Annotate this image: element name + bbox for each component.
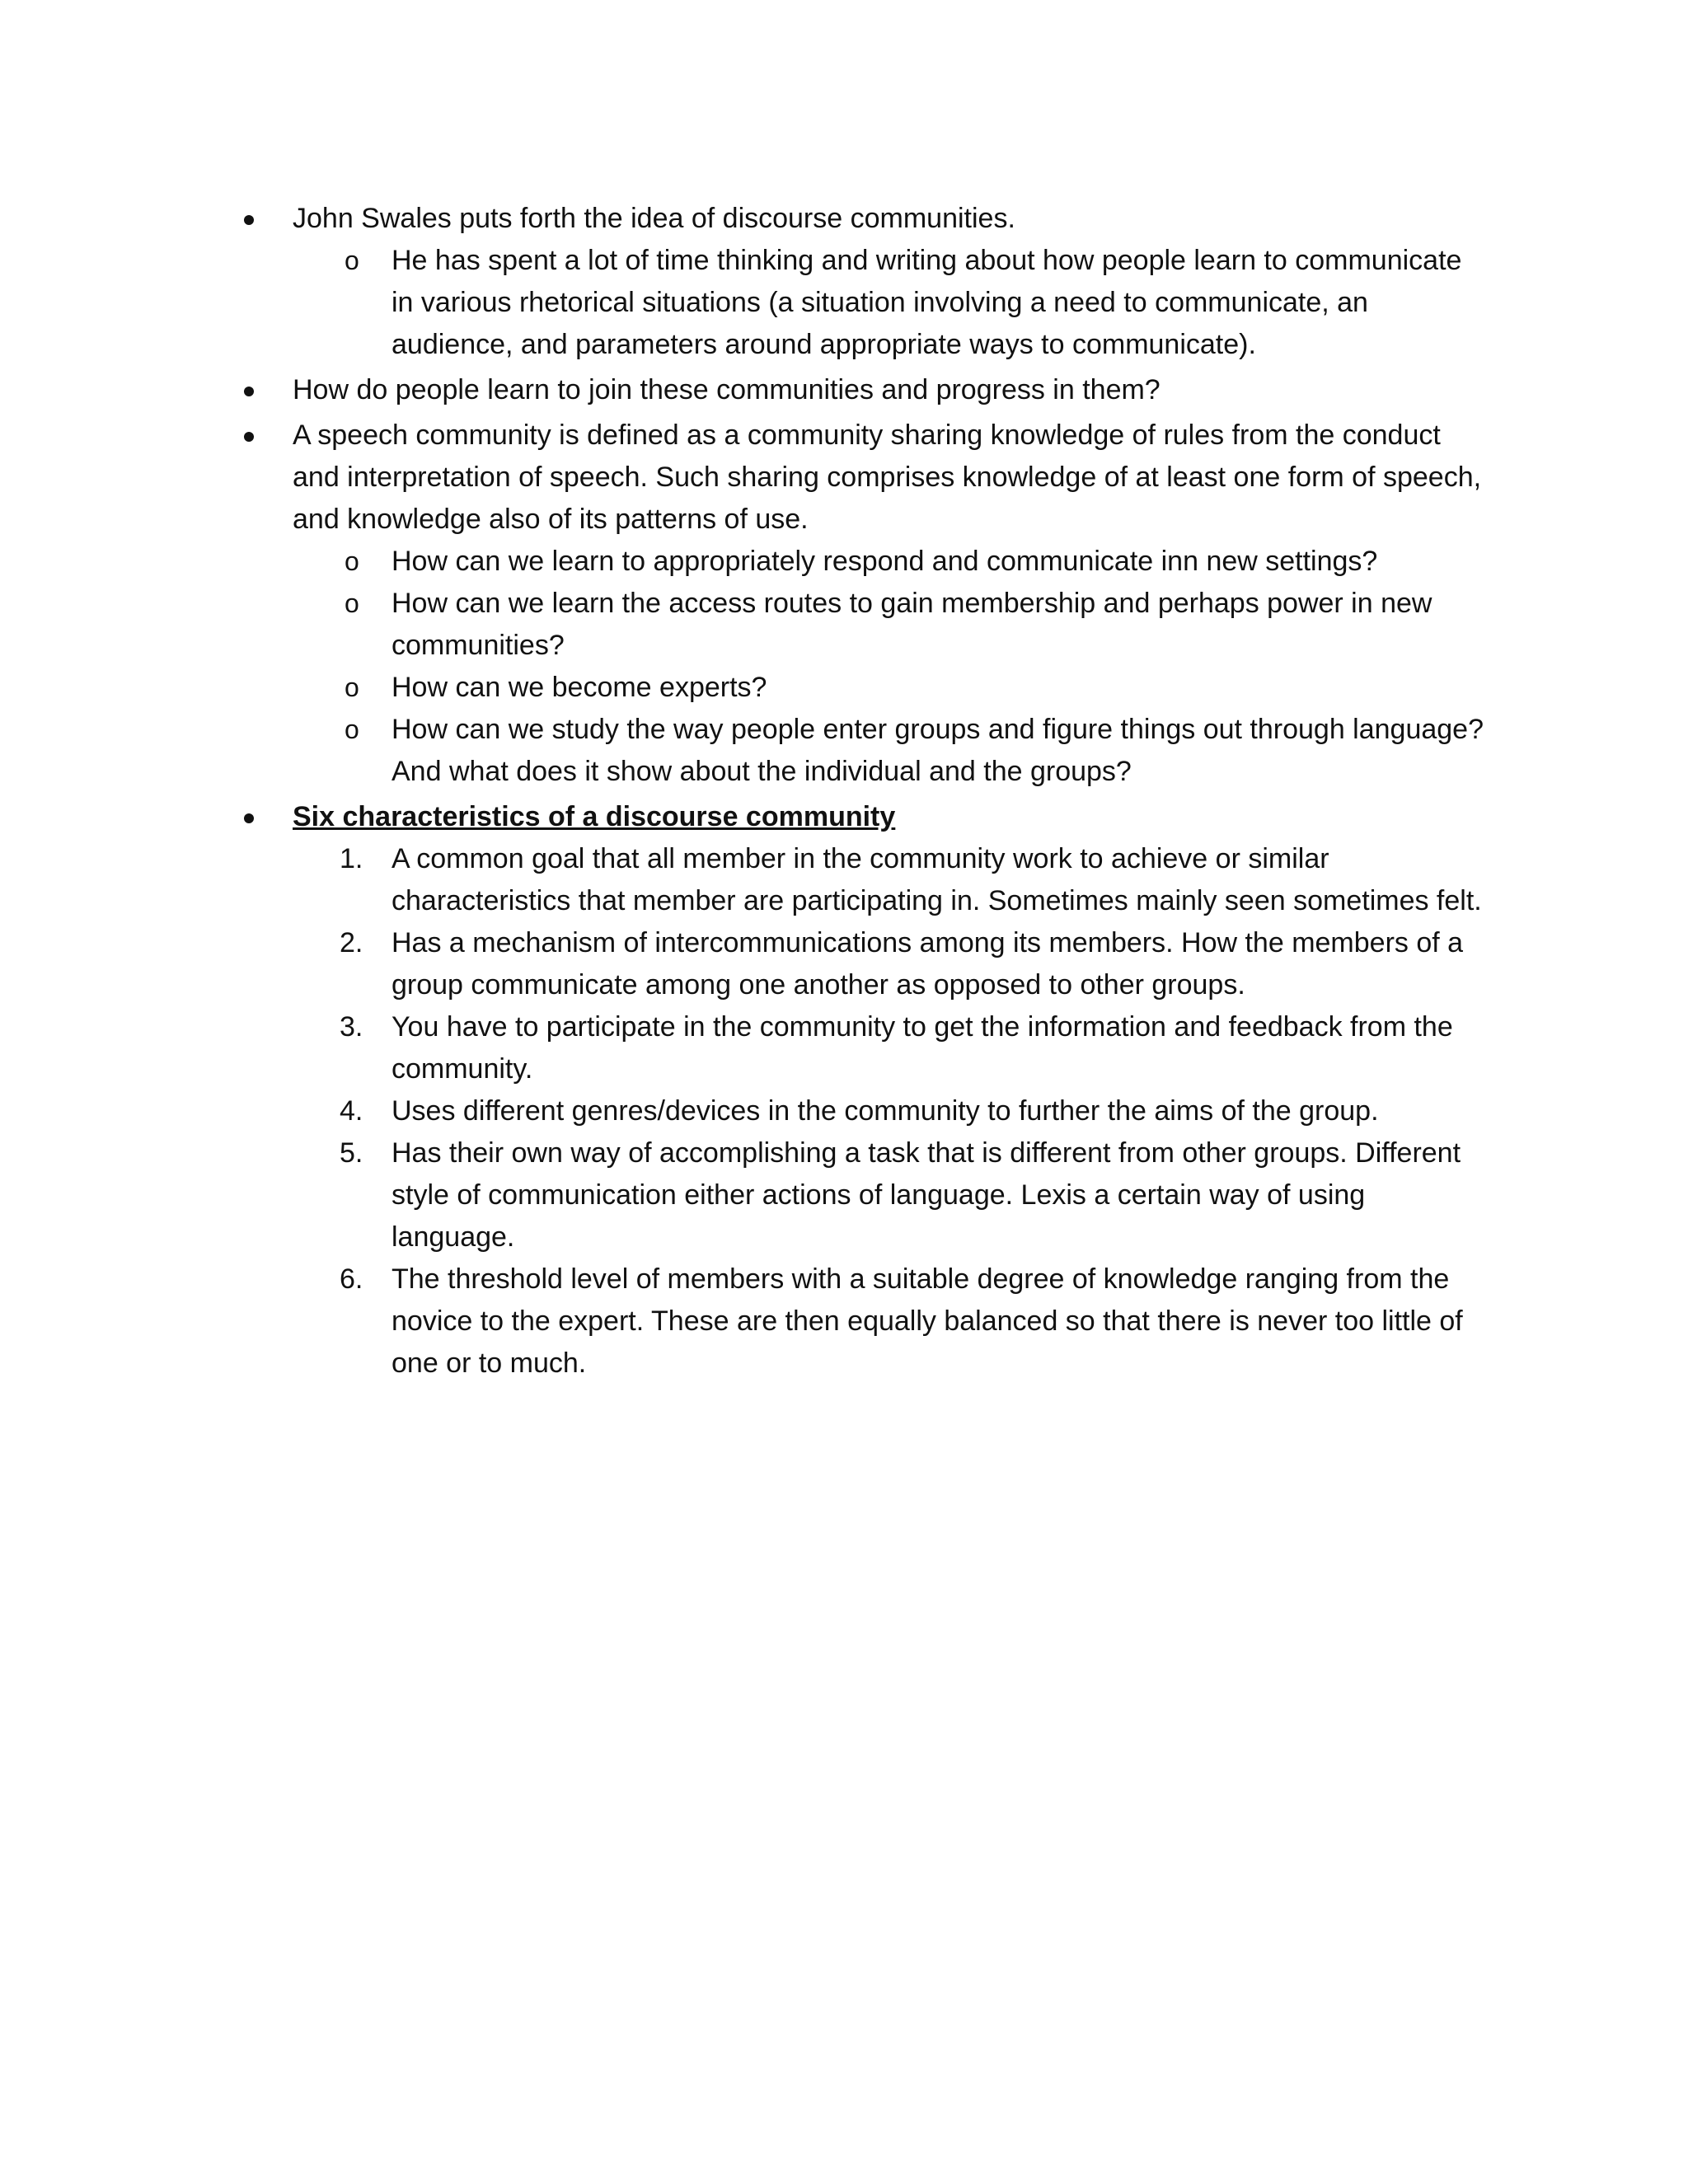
sub-item-text: How can we learn to appropriately respond and communicate inn new settings?: [392, 546, 1378, 577]
list-number: 6.: [340, 1263, 363, 1295]
numbered-item: [239, 1090, 1484, 1132]
numbered-item-text: A common goal that all member in the community work to achieve or similar characteristics that member are participating in. Sometimes mainly seen sometimes felt.: [392, 843, 1482, 916]
numbered-item-text: Has their own way of accomplishing a task that is different from other groups. Different style of communication either actions of language. Lexis a certain way of using language.: [392, 1137, 1461, 1253]
sub-item-text: How can we learn the access routes to gain membership and perhaps power in new communities?: [392, 588, 1432, 661]
hollow-circle-bullet-icon: o: [345, 546, 359, 576]
numbered-item-text: Has a mechanism of intercommunications among its members. How the members of a group communicate among one another as opposed to other groups.: [392, 927, 1464, 1001]
hollow-circle-bullet-icon: o: [345, 246, 359, 275]
sub-item-question: [239, 667, 1484, 709]
list-number: 3.: [340, 1011, 363, 1043]
bullet-item-join-question: [239, 369, 1484, 411]
list-number: 1.: [340, 843, 363, 874]
bullet-text: John Swales puts forth the idea of discourse communities.: [293, 203, 1015, 234]
sub-item-text: He has spent a lot of time thinking and writing about how people learn to communicate in various rhetorical situations (a situation involving a need to communicate, an audience, and parameters around appropriate ways to communicate).: [392, 245, 1462, 360]
numbered-item: [239, 1006, 1484, 1090]
sub-item-text: How can we study the way people enter groups and figure things out through language? And what does it show about the individual and the groups?: [392, 714, 1484, 787]
bullet-item-swales: [239, 198, 1484, 240]
bullet-text: How do people learn to join these communities and progress in them?: [293, 374, 1160, 405]
hollow-circle-bullet-icon: o: [345, 673, 359, 702]
numbered-item: [239, 922, 1484, 1006]
section-heading: Six characteristics of a discourse community: [293, 801, 896, 832]
sub-item-text: How can we become experts?: [392, 672, 767, 703]
list-number: 4.: [340, 1095, 363, 1127]
numbered-item-text: Uses different genres/devices in the community to further the aims of the group.: [392, 1095, 1379, 1127]
hollow-circle-bullet-icon: o: [345, 715, 359, 744]
bullet-item-speech-community: [239, 415, 1484, 541]
numbered-item: [239, 838, 1484, 922]
sub-item-swales-detail: [239, 240, 1484, 366]
sub-item-question: [239, 541, 1484, 583]
document-body: [239, 198, 1484, 1385]
numbered-item: [239, 1132, 1484, 1258]
list-number: 2.: [340, 927, 363, 958]
numbered-item-text: The threshold level of members with a suitable degree of knowledge ranging from the novice to the expert. These are then equally balanced so that there is never too little of one or to much.: [392, 1263, 1463, 1379]
sub-item-question: [239, 583, 1484, 667]
sub-item-question: [239, 709, 1484, 793]
numbered-item-text: You have to participate in the community to get the information and feedback from the community.: [392, 1011, 1453, 1085]
list-number: 5.: [340, 1137, 363, 1169]
hollow-circle-bullet-icon: o: [345, 588, 359, 618]
numbered-item: [239, 1258, 1484, 1385]
bullet-text: A speech community is defined as a community sharing knowledge of rules from the conduct and interpretation of speech. Such sharing comprises knowledge of at least one form of speech, and knowledge also of its patterns of use.: [293, 419, 1482, 535]
bullet-item-characteristics-heading: [239, 796, 1484, 838]
